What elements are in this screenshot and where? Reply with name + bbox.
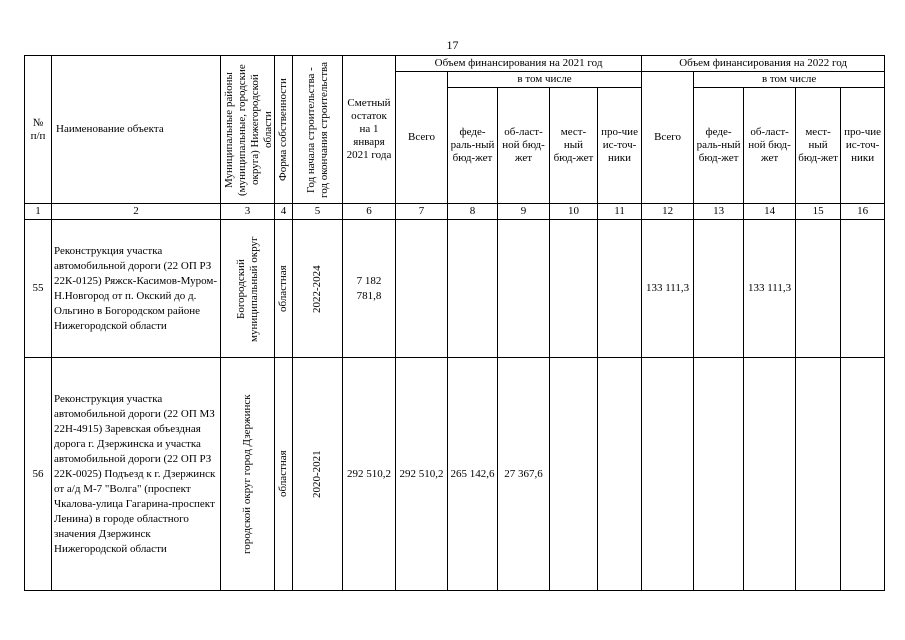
- financing-table: [24, 55, 885, 591]
- ownership-cell: [275, 220, 293, 358]
- y2022-total: 133 111,3: [642, 220, 694, 358]
- y2022-local: [796, 220, 841, 358]
- ownership-text: областная: [277, 450, 289, 498]
- column-number: 5: [293, 204, 343, 220]
- row-number: 55: [25, 220, 52, 358]
- header-2022-regional: об-ласт-ной бюд-жет: [744, 88, 796, 204]
- column-number: 6: [343, 204, 396, 220]
- header-ownership-text: Форма собственности: [277, 78, 289, 181]
- estimate-value: 7 182 781,8: [343, 220, 396, 358]
- y2021-other: [598, 358, 642, 591]
- header-num: № п/п: [25, 56, 52, 204]
- y2022-total: [642, 358, 694, 591]
- header-2021-total: Всего: [396, 72, 448, 204]
- header-2022-federal: феде-раль-ный бюд-жет: [694, 88, 744, 204]
- header-estimate: Сметный остаток на 1 января 2021 года: [343, 56, 396, 204]
- district-text: Богородский муниципальный округ: [234, 235, 260, 342]
- header-2022-total: Всего: [642, 72, 694, 204]
- y2021-local: [550, 220, 598, 358]
- header-years-text: Год начала строительства - год окончания строительства: [304, 61, 330, 198]
- y2022-other: [841, 220, 885, 358]
- header-2021-incl: в том числе: [448, 72, 642, 88]
- column-number: 3: [221, 204, 275, 220]
- header-2022-other: про-чие ис-точ-ники: [841, 88, 885, 204]
- header-district: [221, 56, 275, 204]
- y2021-federal: [448, 220, 498, 358]
- header-2022-incl: в том числе: [694, 72, 885, 88]
- header-years: [293, 56, 343, 204]
- y2022-other: [841, 358, 885, 591]
- header-fin-2022: Объем финансирования на 2022 год: [642, 56, 885, 72]
- header-fin-2021: Объем финансирования на 2021 год: [396, 56, 642, 72]
- page-number: 17: [446, 38, 459, 52]
- column-number: 4: [275, 204, 293, 220]
- ownership-text: областная: [277, 265, 289, 312]
- column-number: 2: [52, 204, 221, 220]
- column-number: 8: [448, 204, 498, 220]
- column-number-row: [25, 204, 885, 220]
- y2021-regional: 27 367,6: [498, 358, 550, 591]
- table-row: [25, 220, 885, 358]
- y2021-total: [396, 220, 448, 358]
- y2022-regional: 133 111,3: [744, 220, 796, 358]
- table-row: [25, 358, 885, 591]
- column-number: 9: [498, 204, 550, 220]
- row-number: 56: [25, 358, 52, 591]
- column-number: 10: [550, 204, 598, 220]
- district-cell: [221, 220, 275, 358]
- header-2022-local: мест-ный бюд-жет: [796, 88, 841, 204]
- district-cell: [221, 358, 275, 591]
- column-number: 7: [396, 204, 448, 220]
- header-2021-local: мест-ный бюд-жет: [550, 88, 598, 204]
- y2021-local: [550, 358, 598, 591]
- years-text: 2020-2021: [311, 450, 323, 498]
- header-row-1: [25, 56, 885, 72]
- y2022-local: [796, 358, 841, 591]
- column-number: 12: [642, 204, 694, 220]
- header-2021-other: про-чие ис-точ-ники: [598, 88, 642, 204]
- years-text: 2022-2024: [311, 264, 323, 313]
- ownership-cell: [275, 358, 293, 591]
- years-cell: [293, 358, 343, 591]
- y2022-federal: [694, 358, 744, 591]
- column-number: 14: [744, 204, 796, 220]
- column-number: 16: [841, 204, 885, 220]
- object-name: Реконструкция участка автомобильной дороги (22 ОП РЗ 22К-0125) Ряжск-Касимов-Муром-Н.Новгород от п. Окский до д. Ольгино в Богородском районе Нижегородской области: [52, 220, 221, 358]
- header-ownership: [275, 56, 293, 204]
- y2022-regional: [744, 358, 796, 591]
- y2021-regional: [498, 220, 550, 358]
- district-text: городской округ город Дзержинск: [241, 394, 253, 554]
- years-cell: [293, 220, 343, 358]
- column-number: 13: [694, 204, 744, 220]
- y2021-other: [598, 220, 642, 358]
- object-name: Реконструкция участка автомобильной дороги (22 ОП МЗ 22Н-4915) Заревская объездная дорога г. Дзержинска и участка автомобильной дороги (22 ОП РЗ 22К-0025) Подъезд к г. Дзержинск от а/д М-7 "Волга" (проспект Чкалова-улица Гагарина-проспект Ленина) в городе областного значения Дзержинск Нижегородской области: [52, 358, 221, 591]
- column-number: 1: [25, 204, 52, 220]
- column-number: 11: [598, 204, 642, 220]
- estimate-value: 292 510,2: [343, 358, 396, 591]
- header-2021-federal: феде-раль-ный бюд-жет: [448, 88, 498, 204]
- column-number: 15: [796, 204, 841, 220]
- y2022-federal: [694, 220, 744, 358]
- y2021-total: 292 510,2: [396, 358, 448, 591]
- y2021-federal: 265 142,6: [448, 358, 498, 591]
- header-2021-regional: об-ласт-ной бюд-жет: [498, 88, 550, 204]
- header-name: Наименование объекта: [52, 56, 221, 204]
- header-district-text: Муниципальные районы (муниципальные, городские округа) Нижегородской области: [223, 63, 274, 196]
